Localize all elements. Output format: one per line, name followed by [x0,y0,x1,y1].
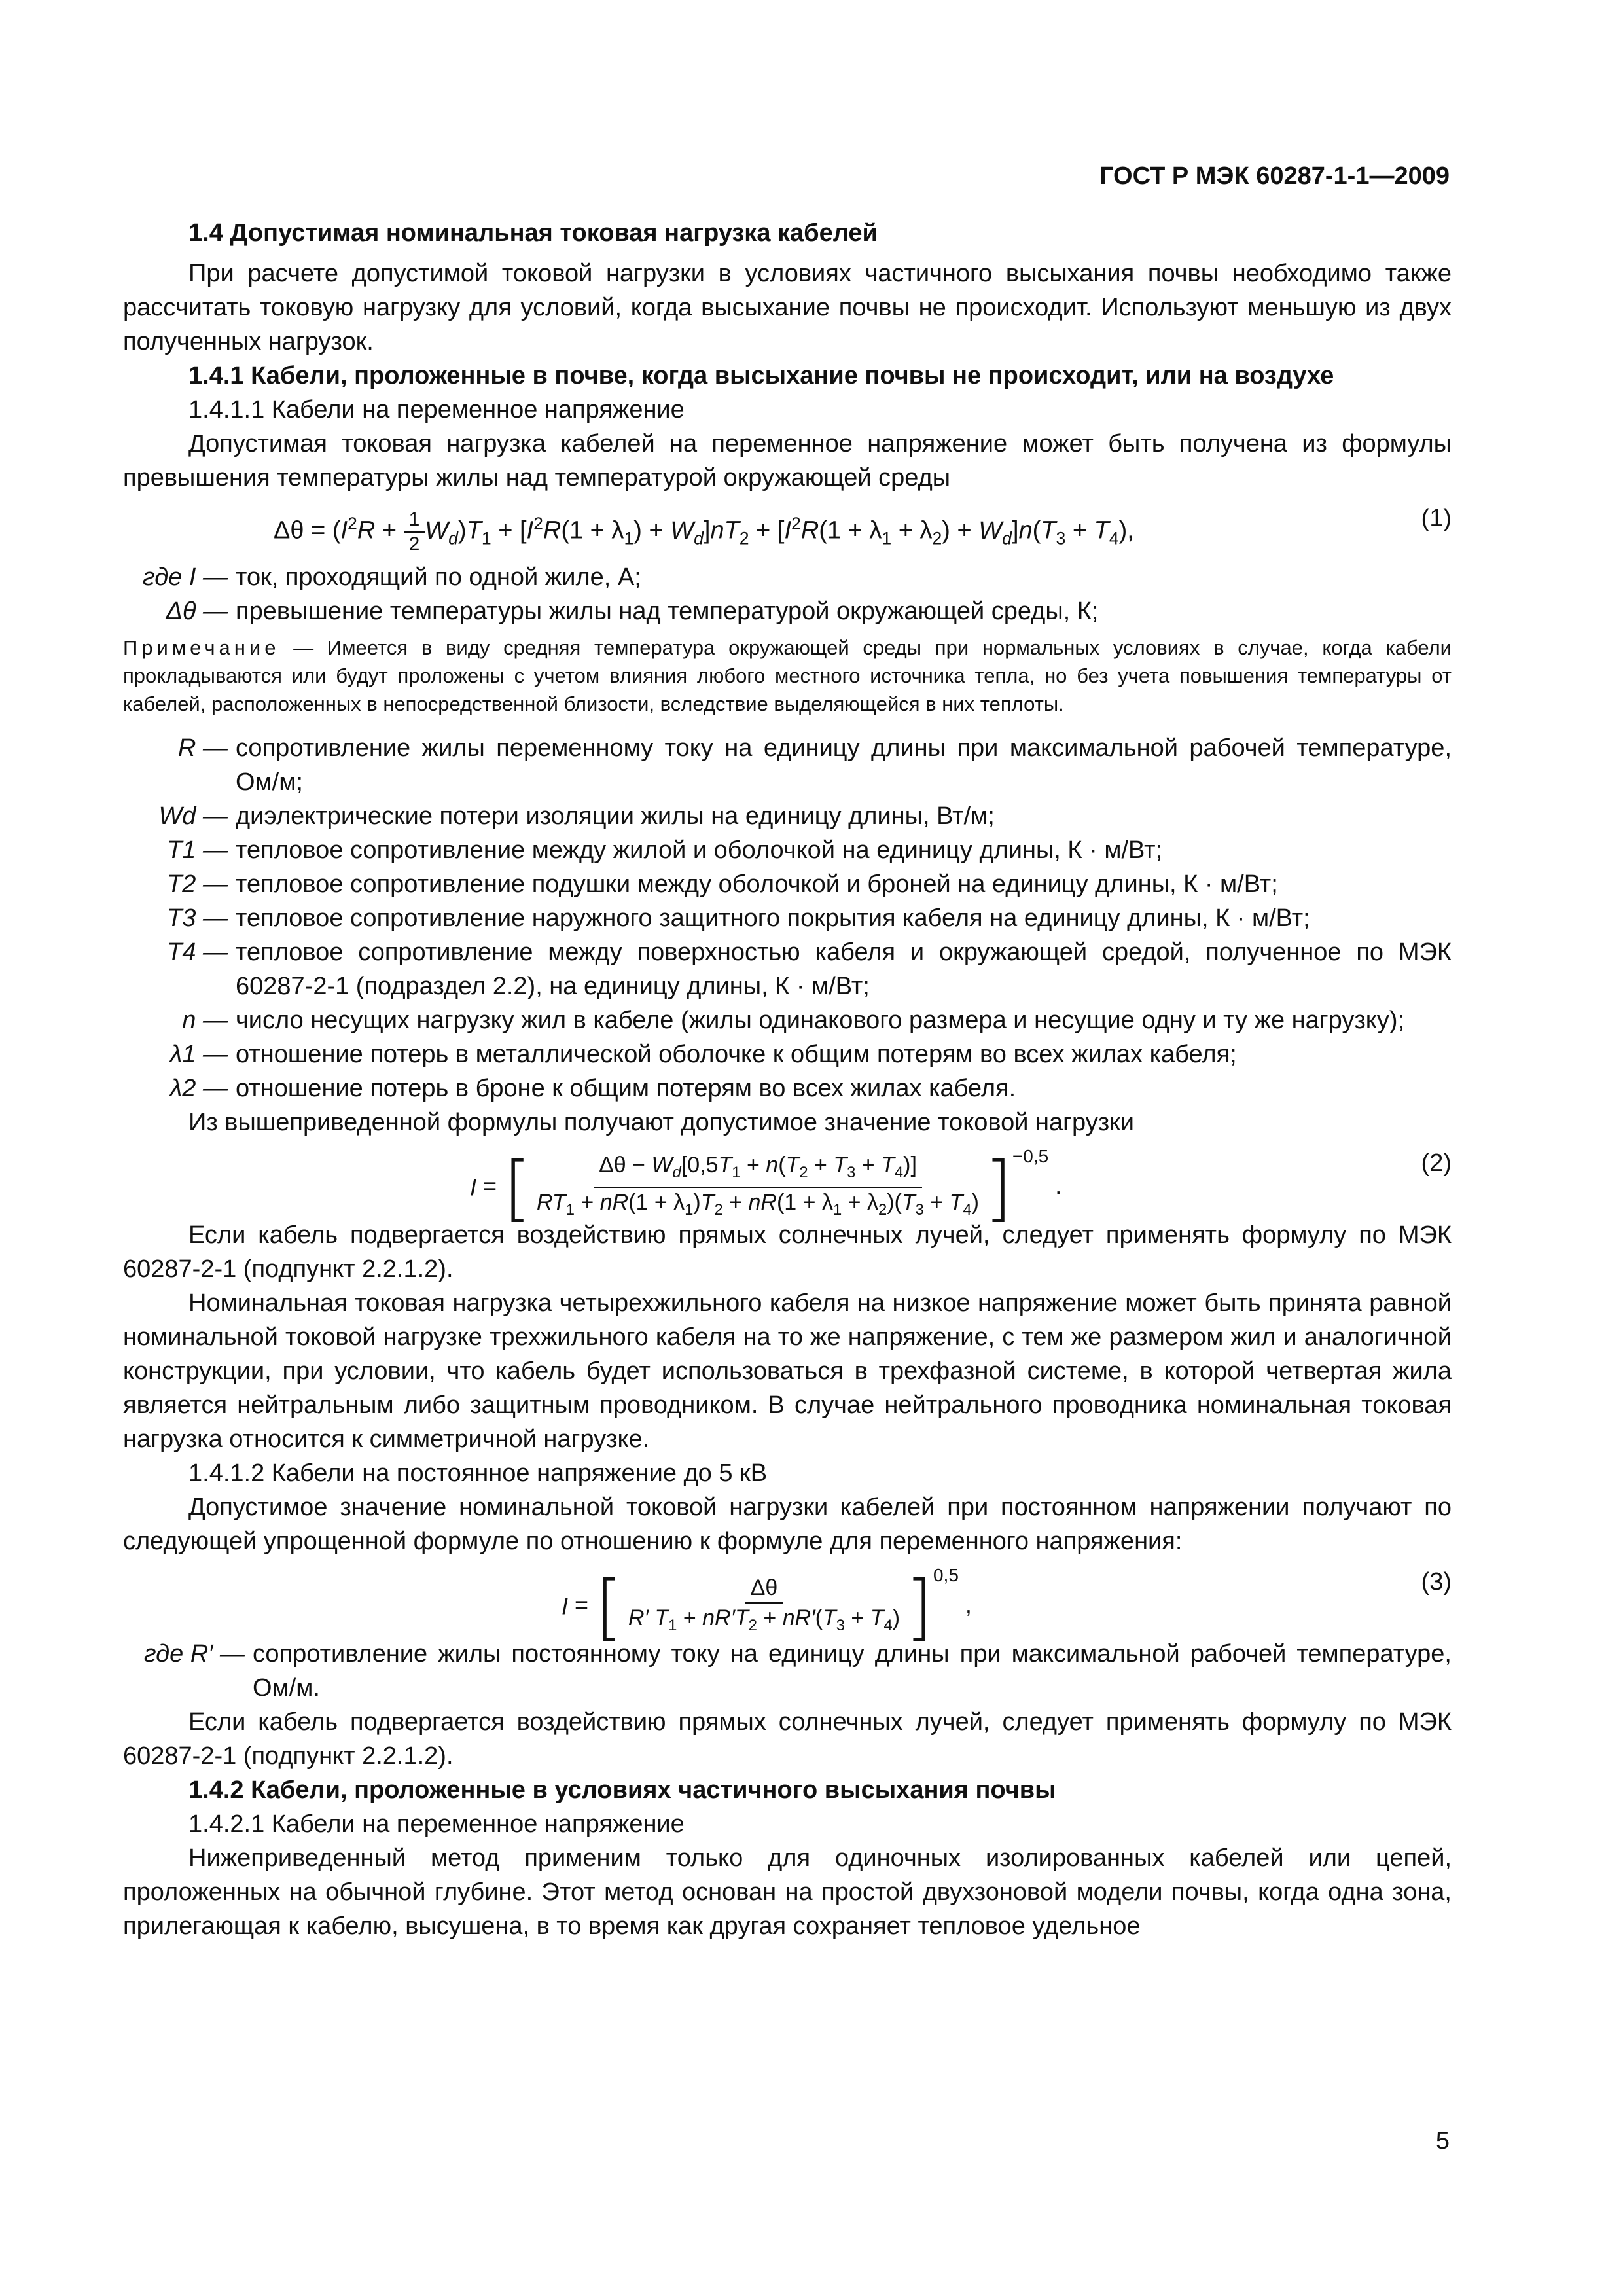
symbol-description: число несущих нагрузку жил в кабеле (жилы одинакового размера и несущие одну и ту же нагрузку); [236,1007,1405,1034]
symbol: R — [178,734,228,762]
symbol: Δθ — [166,598,228,625]
symbol-description: тепловое сопротивление подушки между оболочкой и броней на единицу длины, К · м/Вт; [236,870,1278,898]
equation-3: I = [ $\frac{\Delta\theta}{R' T_1 + nR'T_2 + nR'(T_3 + T_4)}$ ]$^{0,5}$ , (3) [562,1564,1452,1649]
symbol-description: диэлектрические потери изоляции жилы на единицу длины, Вт/м; [236,802,995,830]
equation-number: (1) [1421,505,1452,532]
section-heading-1-4-2-1: 1.4.2.1 Кабели на переменное напряжение [188,1810,685,1838]
section-heading-1-4-1-2: 1.4.1.2 Кабели на постоянное напряжение до 5 кВ [188,1460,768,1487]
equation-1: $\Delta\theta = (I^2R$ + $\frac{1}{2}$ $W_d)T_1 + [I^2R(1 + \lambda_1) + W_d]nT_2 + [I^2R(1 + \lambda_1 + \lambda_2) + W_d]n(T_3 + T_4)$, (1) [123,495,1452,560]
symbol: T2 — [167,870,228,898]
symbol: где R′ — [143,1640,245,1668]
symbol-definitions [123,1637,1452,1705]
section-heading-1-4-1-1: 1.4.1.1 Кабели на переменное напряжение [188,396,685,423]
symbol: λ1 — [169,1041,228,1068]
symbol-description: сопротивление жилы переменному току на единицу длины при максимальной рабочей температуре, Ом/м; [236,734,1452,796]
paragraph: Из вышеприведенной формулы получают допустимое значение токовой нагрузки [188,1109,1135,1136]
symbol-description: превышение температуры жилы над температурой окружающей среды, К; [236,598,1099,625]
equation-number: (3) [1421,1568,1452,1596]
paragraph: Нижеприведенный метод применим только для одиночных изолированных кабелей или цепей, проложенных на обычной глубине. Этот метод основан на простой двухзоновой модели почвы, когда одна зона, прилегающая к кабелю, высушена, в то время как другая сохраняет тепловое удельное [123,1844,1452,1940]
symbol: Wd — [158,802,228,830]
paragraph: Если кабель подвергается воздействию прямых солнечных лучей, следует применять формулу по МЭК 60287-2-1 (подпункт 2.2.1.2). [123,1708,1452,1770]
symbol: λ2 — [169,1075,228,1102]
symbol: n — [182,1007,228,1034]
document-body [123,216,1452,1943]
symbol-description: тепловое сопротивление между поверхностью кабеля и окружающей средой, полученное по МЭК 60287-2-1 (подраздел 2.2), на единицу длины, К · м/Вт; [236,939,1452,1000]
document-header: ГОСТ Р МЭК 60287-1-1—2009 [1099,162,1450,190]
equation-number: (2) [1421,1149,1452,1177]
exponent: 0,5 [933,1565,959,1585]
symbol-definitions [123,560,1452,628]
symbol-description: сопротивление жилы постоянному току на единицу длины при максимальной рабочей температуре, Ом/м. [253,1640,1452,1702]
page-number: 5 [1435,2127,1450,2155]
section-heading-1-4-2: 1.4.2 Кабели, проложенные в условиях частичного высыхания почвы [188,1776,1056,1804]
paragraph: Если кабель подвергается воздействию прямых солнечных лучей, следует применять формулу по МЭК 60287-2-1 (подпункт 2.2.1.2). [123,1221,1452,1283]
symbol: T4 — [167,939,228,966]
symbol-description: тепловое сопротивление наружного защитного покрытия кабеля на единицу длины, К · м/Вт; [236,905,1310,932]
paragraph: Номинальная токовая нагрузка четырехжильного кабеля на низкое напряжение может быть принята равной номинальной токовой нагрузке трехжильного кабеля на то же напряжение, с тем же размером жил и аналогичной конструкции, при условии, что кабель будет использоваться в трехфазной системе, в которой четвертая жила является нейтральным либо защитным проводником. В случае нейтрального проводника номинальная токовая нагрузка относится к симметричной нагрузке. [123,1289,1452,1453]
note-text: — Имеется в виду средняя температура окружающей среды при нормальных условиях в случае, когда кабели прокладываются или будут проложены с учетом влияния любого местного источника тепла, но без учета повышения температуры от кабелей, расположенных в непосредственной близости, вследствие выделяющейся в них теплоты. [123,636,1452,715]
exponent: −0,5 [1012,1146,1049,1166]
section-heading-1-4-1: 1.4.1 Кабели, проложенные в почве, когда высыхание почвы не происходит, или на воздухе [188,362,1334,389]
paragraph: При расчете допустимой токовой нагрузки в условиях частичного высыхания почвы необходимо также рассчитать токовую нагрузку для условий, когда высыхание почвы не происходит. Используют меньшую из двух полученных нагрузок. [123,260,1452,355]
symbol-description: ток, проходящий по одной жиле, А; [236,564,641,591]
paragraph: Допустимое значение номинальной токовой нагрузки кабелей при постоянном напряжении получают по следующей упрощенной формуле по отношению к формуле для переменного напряжения: [123,1494,1452,1555]
symbol: T1 — [167,836,228,864]
symbol-description: тепловое сопротивление между жилой и оболочкой на единицу длины, К · м/Вт; [236,836,1163,864]
equation-2: I = [ $\frac{\Delta\theta - W_d[0,5T_1 + n(T_2 + T_3 + T_4)]}{RT_1 + nR(1 + \lambda_1)T_2 + nR(1 + \lambda_1 + \lambda_2)(T_3 + T_4)}$ ]$^{-0,5}$ . (2) [470,1145,1452,1230]
note-label: Примечание [123,636,280,659]
symbol-description: отношение потерь в металлической оболочке к общим потерям во всех жилах кабеля; [236,1041,1237,1068]
symbol-definitions [123,731,1452,1105]
note [123,634,1452,718]
symbol: где I — [142,564,228,591]
symbol: T3 — [167,905,228,932]
paragraph: Допустимая токовая нагрузка кабелей на переменное напряжение может быть получена из формулы превышения температуры жилы над температурой окружающей среды [123,430,1452,492]
section-heading-1-4: 1.4 Допустимая номинальная токовая нагрузка кабелей [188,219,878,247]
symbol-description: отношение потерь в броне к общим потерям во всех жилах кабеля. [236,1075,1016,1102]
